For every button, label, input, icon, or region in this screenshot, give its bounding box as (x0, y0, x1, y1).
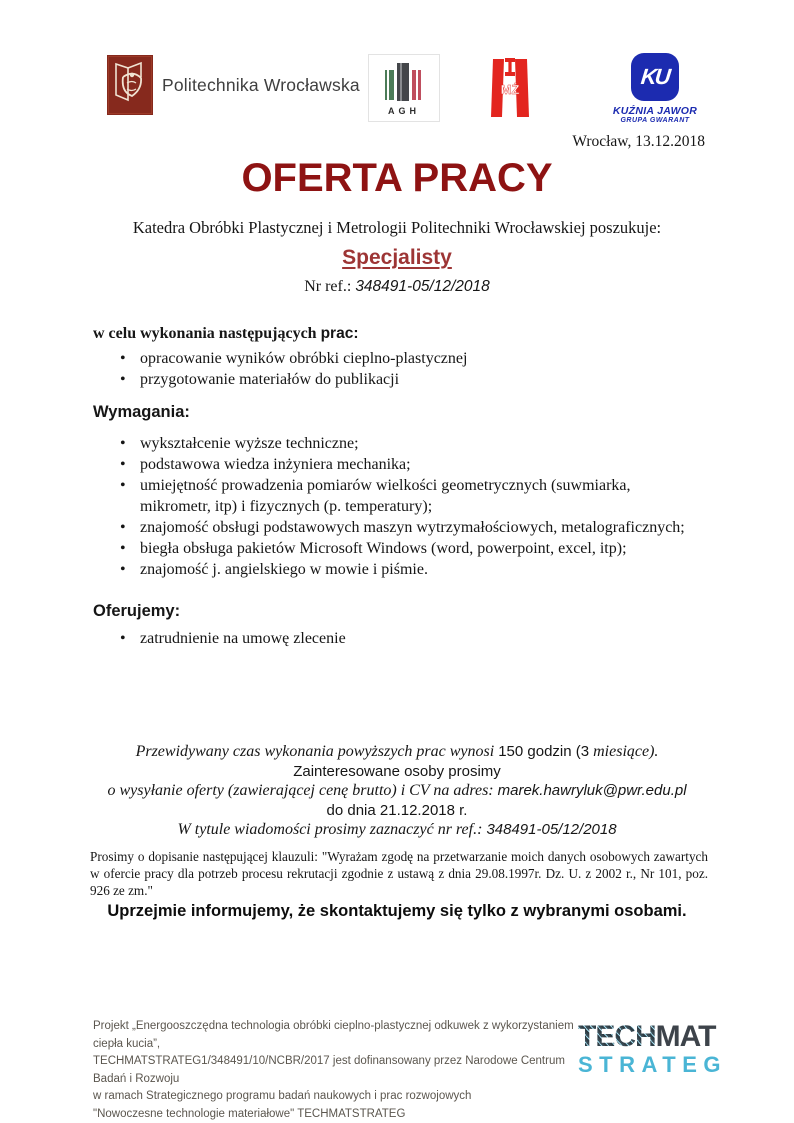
agh-logo-text: AGH (388, 106, 420, 116)
techmat-wordmark (578, 1022, 723, 1052)
footer-line: w ramach Strategicznego programu badań naukowych i prac rozwojowych (93, 1090, 472, 1102)
techmat-tech-text: TECH (578, 1020, 656, 1053)
pwr-eagle-icon (107, 55, 153, 115)
agh-books-icon (369, 55, 439, 121)
kuznia-jawor-logo (600, 53, 710, 124)
kv-company-name: KUŹNIA JAWOR (612, 105, 698, 117)
position-link[interactable]: Specjalisty (342, 246, 452, 269)
strateg-wordmark: STRATEG (578, 1052, 727, 1077)
tasks-heading (93, 325, 358, 343)
contact-email: marek.hawryluk@pwr.edu.pl (497, 782, 687, 799)
closing-line (60, 742, 734, 762)
mz-logo-text: MŻ (500, 82, 520, 97)
list-item: • znajomość j. angielskiego w mowie i piśmie. (93, 559, 705, 580)
list-item: • przygotowanie materiałów do publikacji (93, 369, 705, 390)
closing-line (60, 781, 734, 801)
kv-monogram-icon (631, 53, 679, 101)
closing-text: Przewidywany czas wykonania powyższych prac wynosi (135, 743, 499, 760)
closing-ref-value: 348491-05/12/2018 (486, 821, 617, 838)
closing-line: do dnia 21.12.2018 r. (326, 801, 468, 819)
list-item: • wykształcenie wyższe techniczne; (93, 433, 705, 454)
tasks-heading-sans: prac: (320, 325, 359, 342)
pwr-logo (107, 55, 360, 115)
kv-group-name: GRUPA GWARANT (620, 117, 690, 124)
list-item: • opracowanie wyników obróbki cieplno-plastycznej (93, 348, 705, 369)
requirements-list (93, 433, 705, 580)
page-title: OFERTA PRACY (241, 156, 553, 200)
project-footer (93, 1018, 578, 1123)
closing-block (60, 742, 734, 840)
list-item: • biegła obsługa pakietów Microsoft Windows (word, powerpoint, excel, itp); (93, 538, 705, 559)
techmat-strateg-logo (578, 1020, 727, 1078)
techmat-mat-text: MAT (655, 1020, 716, 1053)
mz-logo (487, 56, 533, 120)
logo-strip (0, 0, 794, 130)
list-item: • umiejętność prowadzenia pomiarów wielkości geometrycznych (suwmiarka, mikrometr, itp) i fizycznych (p. temperatury); (93, 475, 705, 517)
mz-anvil-icon (487, 56, 533, 120)
kv-monogram-text: KU (639, 64, 671, 89)
offer-heading: Oferujemy: (93, 602, 181, 620)
list-item: • znajomość obsługi podstawowych maszyn wytrzymałościowych, metalograficznych; (93, 517, 705, 538)
tasks-heading-serif: w celu wykonania następujących (93, 325, 321, 342)
pwr-logo-text: Politechnika Wrocławska (162, 74, 360, 95)
list-item: • podstawowa wiedza inżyniera mechanika; (93, 454, 705, 475)
closing-text: W tytule wiadomości prosimy zaznaczyć nr ref.: (177, 821, 487, 838)
closing-text: miesiące). (589, 743, 659, 760)
closing-line (60, 820, 734, 840)
closing-line: Zainteresowane osoby prosimy (293, 762, 501, 780)
tasks-list (93, 348, 705, 390)
footer-line: Projekt „Energooszczędna technologia obróbki cieplno-plastycznej odkuwek z wykorzystaniem ciepła kucia”, (93, 1020, 574, 1050)
closing-text: o wysyłanie oferty (zawierającej cenę brutto) i CV na adres: (107, 782, 498, 799)
closing-text: 150 godzin (3 (498, 743, 590, 760)
legal-clause: Prosimy o dopisanie następującej klauzuli: "Wyrażam zgodę na przetwarzanie moich danych osobowych zawartych w ofercie pracy dla potrzeb procesu rekrutacji zgodnie z ustawą z dnia 29.08.1997r. Dz. U. z 2002 r., Nr 101, poz. 926 ze zm." (90, 849, 708, 898)
offer-list (93, 628, 705, 649)
agh-logo (368, 54, 440, 122)
footer-line: TECHMATSTRATEG1/348491/10/NCBR/2017 jest dofinansowany przez Narodowe Centrum Badań i Rozwoju (93, 1055, 565, 1085)
requirements-heading: Wymagania: (93, 403, 190, 421)
footer-line: "Nowoczesne technologie materiałowe" TECHMATSTRATEG (93, 1107, 406, 1120)
reference-line (0, 278, 794, 296)
list-item: • zatrudnienie na umowę zlecenie (93, 628, 705, 649)
position-heading (0, 246, 794, 270)
contact-note: Uprzejmie informujemy, że skontaktujemy się tylko z wybranymi osobami. (107, 902, 687, 920)
document-date: Wrocław, 13.12.2018 (572, 133, 705, 150)
intro-line: Katedra Obróbki Plastycznej i Metrologii Politechniki Wrocławskiej poszukuje: (132, 218, 662, 237)
reference-value: 348491-05/12/2018 (355, 278, 490, 295)
reference-label: Nr ref.: (304, 278, 356, 295)
